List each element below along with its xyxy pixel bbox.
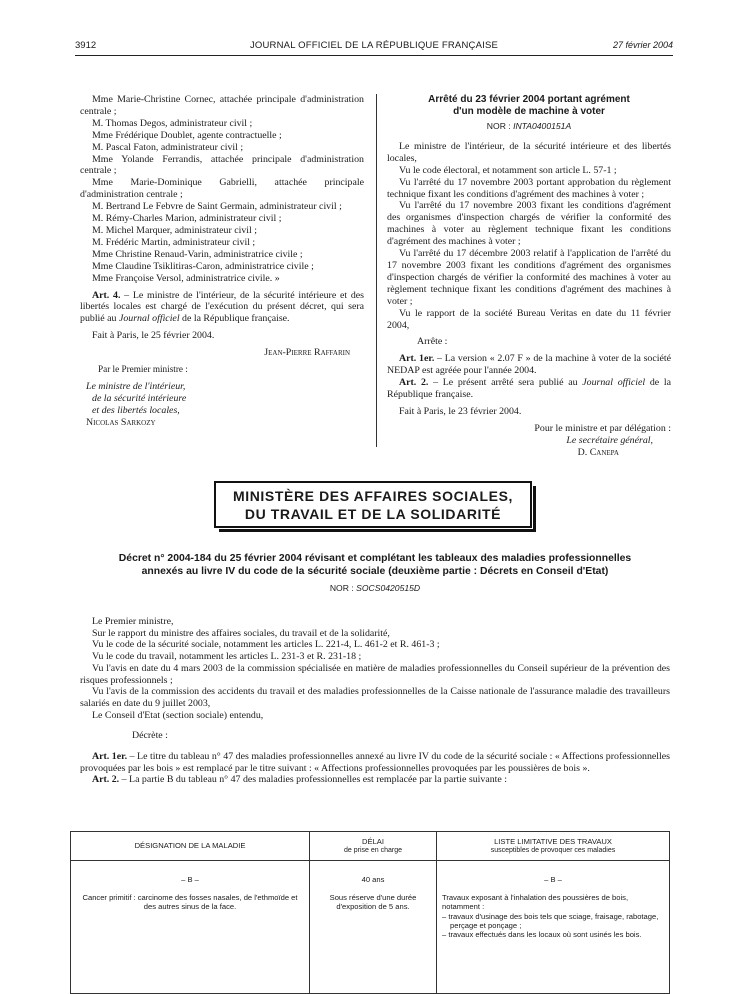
list-item: Mme Christine Renaud-Varin, administratrice civile ;	[92, 248, 303, 260]
column-divider	[376, 94, 377, 447]
page-number: 3912	[75, 40, 97, 51]
done-at: Fait à Paris, le 25 février 2004.	[92, 330, 215, 342]
minister-title: Le ministre de l'intérieur, de la sécurité intérieure et des libertés locales,	[86, 380, 187, 416]
list-item: Mme Marie-Christine Cornec, attachée principale d'administration centrale ;	[80, 94, 364, 117]
paragraph: Vu le code électoral, et notamment son article L. 57-1 ;	[399, 164, 617, 176]
disease-table	[70, 831, 670, 994]
paragraph: Vu l'arrêté du 17 novembre 2003 portant approbation du règlement technique fixant les conditions d'agrément des machines à voter ;	[387, 176, 671, 200]
left-column	[80, 94, 364, 429]
list-item: M. Pascal Faton, administrateur civil ;	[92, 141, 244, 153]
running-header	[75, 40, 673, 54]
article-1: Art. 1er. – Le titre du tableau n° 47 des maladies professionnelles annexé au livre IV du code de la sécurité sociale : « Affections professionnelles provoquées par les bois » est remplacé par le titre suivant : « Affections professionnelles provoquées par les poussières de bois ».	[80, 751, 670, 774]
signatory: Jean-Pierre Raffarin	[264, 347, 350, 359]
list-item: Mme Marie-Dominique Gabrielli, attachée principale d'administration centrale ;	[80, 177, 364, 201]
signatory: D. Canepa	[577, 446, 619, 458]
minister-name: Nicolas Sarkozy	[86, 416, 156, 428]
table-row	[71, 861, 670, 994]
article-4: Art. 4. – Le ministre de l'intérieur, de la sécurité intérieure et des libertés locales est chargé de l'exécution du présent décret, qui sera publié au Journal officiel de la République française.	[80, 289, 364, 325]
header-rule	[75, 55, 673, 56]
appointee-list	[80, 94, 364, 285]
decree-body	[80, 616, 670, 786]
paragraph: Sur le rapport du ministre des affaires sociales, du travail et de la solidarité,	[92, 627, 390, 639]
list-item: M. Thomas Degos, administrateur civil ;	[92, 117, 253, 129]
secretary-general: Le secrétaire général,	[566, 434, 653, 446]
works-intro: Travaux exposant à l'inhalation des poussières de bois, notamment :	[442, 893, 629, 912]
delay-note: Sous réserve d'une durée d'exposition de 5 ans.	[329, 893, 417, 912]
header-works: LISTE LIMITATIVE DES TRAVAUX susceptibles de provoquer ces maladies	[437, 832, 670, 861]
cell-delay	[310, 861, 437, 994]
article-2: Art. 2. – La partie B du tableau n° 47 des maladies professionnelles est remplacée par la partie suivante :	[92, 774, 507, 786]
issue-date: 27 février 2004	[612, 40, 673, 50]
article-4-label: Art. 4.	[92, 289, 121, 301]
list-item: Mme Françoise Versol, administratrice civile. »	[92, 272, 280, 284]
arrete-nor: NOR : INTA0400151A	[486, 121, 572, 131]
header-disease: DÉSIGNATION DE LA MALADIE	[71, 832, 310, 861]
list-item: – travaux d'usinage des bois tels que sciage, fraisage, rabotage, perçage et ponçage ;	[442, 911, 659, 930]
decree-heading	[80, 553, 670, 593]
decrete-verb: Décrète :	[132, 730, 168, 742]
list-item: M. Michel Marquer, administrateur civil ;	[92, 224, 257, 236]
cell-works	[437, 861, 670, 994]
paragraph: Le Conseil d'Etat (section sociale) entendu,	[92, 709, 264, 721]
paragraph: Vu le rapport de la société Bureau Veritas en date du 11 février 2004,	[387, 307, 671, 331]
disease-text: Cancer primitif : carcinome des fosses nasales, de l'ethmoïde et des autres sinus de la face.	[82, 893, 298, 912]
list-item: M. Bertrand Le Febvre de Saint Germain, administrateur civil ;	[92, 201, 342, 213]
part-label: – B –	[181, 875, 199, 884]
works-list	[442, 912, 664, 940]
arrete-title: Arrêté du 23 février 2004 portant agrément d'un modèle de machine à voter	[428, 94, 630, 117]
part-label: – B –	[544, 875, 562, 884]
article-2: Art. 2. – Le présent arrêté sera publié au Journal officiel de la République française.	[387, 377, 671, 401]
delay-value: 40 ans	[361, 875, 385, 884]
decree-title: Décret n° 2004-184 du 25 février 2004 révisant et complétant les tableaux des maladies professionnelles annexés au livre IV du code de la sécurité sociale (deuxième partie : Décrets en Conseil d'Etat)	[118, 553, 632, 577]
paragraph: Vu l'arrêté du 17 décembre 2003 relatif à l'application de l'arrêté du 17 novembre 2003 fixant les conditions d'agrément des organismes d'inspection chargés de vérifier la conformité des machines à voter au règlement technique fixant les conditions d'agrément des machines à voter ;	[387, 248, 671, 307]
header-delay: DÉLAI de prise en charge	[310, 832, 437, 861]
journal-title: JOURNAL OFFICIEL DE LA RÉPUBLIQUE FRANÇAISE	[249, 40, 499, 51]
paragraph: Le ministre de l'intérieur, de la sécurité intérieure et des libertés locales,	[387, 140, 671, 164]
arrete-verb: Arrête :	[417, 336, 448, 348]
by-prime-minister: Par le Premier ministre :	[98, 364, 188, 375]
paragraph: Vu l'avis en date du 4 mars 2003 de la commission spécialisée en matière de maladies professionnelles du Conseil supérieur de la prévention des risques professionnels ;	[80, 662, 670, 686]
done-at: Fait à Paris, le 23 février 2004.	[399, 405, 522, 417]
cell-disease	[71, 861, 310, 994]
list-item: Mme Claudine Tsiklitiras-Caron, administratrice civile ;	[92, 260, 314, 272]
paragraph: Vu l'arrêté du 17 novembre 2003 fixant les conditions d'agrément des organismes d'inspection chargés de vérifier la conformité des machines à voter au règlement technique fixant les conditions d'agrément des machines à voter ;	[387, 200, 671, 248]
article-1: Art. 1er. – La version « 2.07 F » de la machine à voter de la société NEDAP est agréée pour l'année 2004.	[387, 353, 671, 377]
paragraph: Vu le code de la sécurité sociale, notamment les articles L. 221-4, L. 461-2 et R. 461-3 ;	[92, 639, 440, 651]
list-item: Mme Yolande Ferrandis, attachée principale d'administration centrale ;	[80, 153, 364, 177]
list-item: M. Rémy-Charles Marion, administrateur civil ;	[92, 213, 282, 225]
right-column	[387, 94, 671, 459]
paragraph: Vu le code du travail, notamment les articles L. 231-3 et R. 231-18 ;	[92, 651, 362, 663]
list-item: M. Frédéric Martin, administrateur civil ;	[92, 236, 256, 248]
table-header-row	[71, 832, 670, 861]
list-item: Mme Frédérique Doublet, agente contractuelle ;	[92, 129, 282, 141]
list-item: – travaux effectués dans les locaux où sont usinés les bois.	[442, 930, 642, 940]
ministry-banner: MINISTÈRE DES AFFAIRES SOCIALES, DU TRAVAIL ET DE LA SOLIDARITÉ	[214, 481, 532, 528]
paragraph: Vu l'avis de la commission des accidents du travail et des maladies professionnelles de la Caisse nationale de l'assurance maladie des travailleurs salariés en date du 9 juillet 2003,	[80, 686, 670, 709]
delegation: Pour le ministre et par délégation :	[534, 422, 671, 434]
decree-nor: NOR : SOCS0420515D	[329, 583, 421, 593]
paragraph: Le Premier ministre,	[92, 616, 174, 627]
